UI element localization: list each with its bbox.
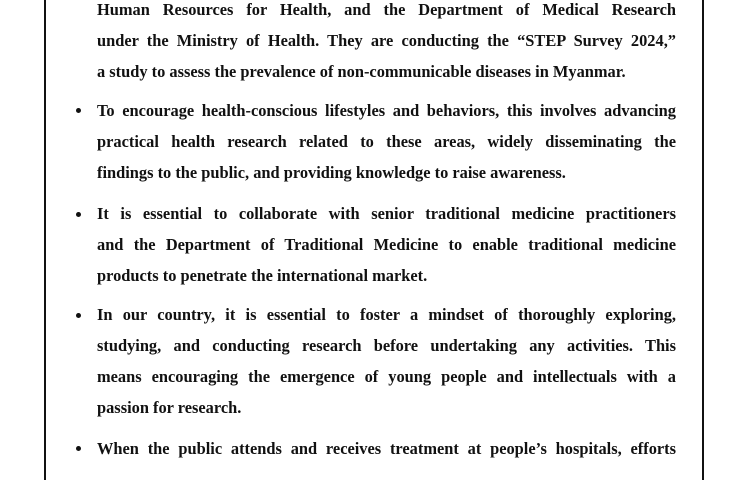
bullet-icon — [74, 210, 84, 220]
text-line: a study to assess the prevalence of non-communicable diseases in Myanmar. — [97, 62, 626, 81]
paragraph-continuation — [97, 0, 676, 87]
bullet-paragraph-traditional-medicine — [97, 198, 676, 291]
text-line: and the Department of Traditional Medicine to enable traditional medicine — [97, 235, 676, 254]
bullet-paragraph-hospital-treatment — [97, 433, 676, 464]
text-line: under the Ministry of Health. They are conducting the “STEP Survey 2024,” — [97, 31, 676, 50]
text-line: findings to the public, and providing knowledge to raise awareness. — [97, 163, 566, 182]
text-line: means encouraging the emergence of young people and intellectuals with a — [97, 367, 676, 386]
text-line: In our country, it is essential to foster a mindset of thoroughly exploring, — [97, 305, 676, 324]
text-line: passion for research. — [97, 398, 242, 417]
text-line: When the public attends and receives treatment at people’s hospitals, efforts — [97, 439, 676, 458]
bullet-icon — [74, 311, 84, 321]
text-line: To encourage health-conscious lifestyles and behaviors, this involves advancing — [97, 101, 676, 120]
bullet-paragraph-health-research — [97, 95, 676, 188]
text-line: practical health research related to these areas, widely disseminating the — [97, 132, 676, 151]
bullet-paragraph-research-mindset — [97, 299, 676, 423]
bullet-icon — [74, 106, 84, 116]
bullet-icon — [74, 444, 84, 454]
text-line: It is essential to collaborate with senior traditional medicine practitioners — [97, 204, 676, 223]
text-line: studying, and conducting research before undertaking any activities. This — [97, 336, 676, 355]
text-line: Human Resources for Health, and the Department of Medical Research — [97, 0, 676, 19]
text-line: products to penetrate the international market. — [97, 266, 428, 285]
